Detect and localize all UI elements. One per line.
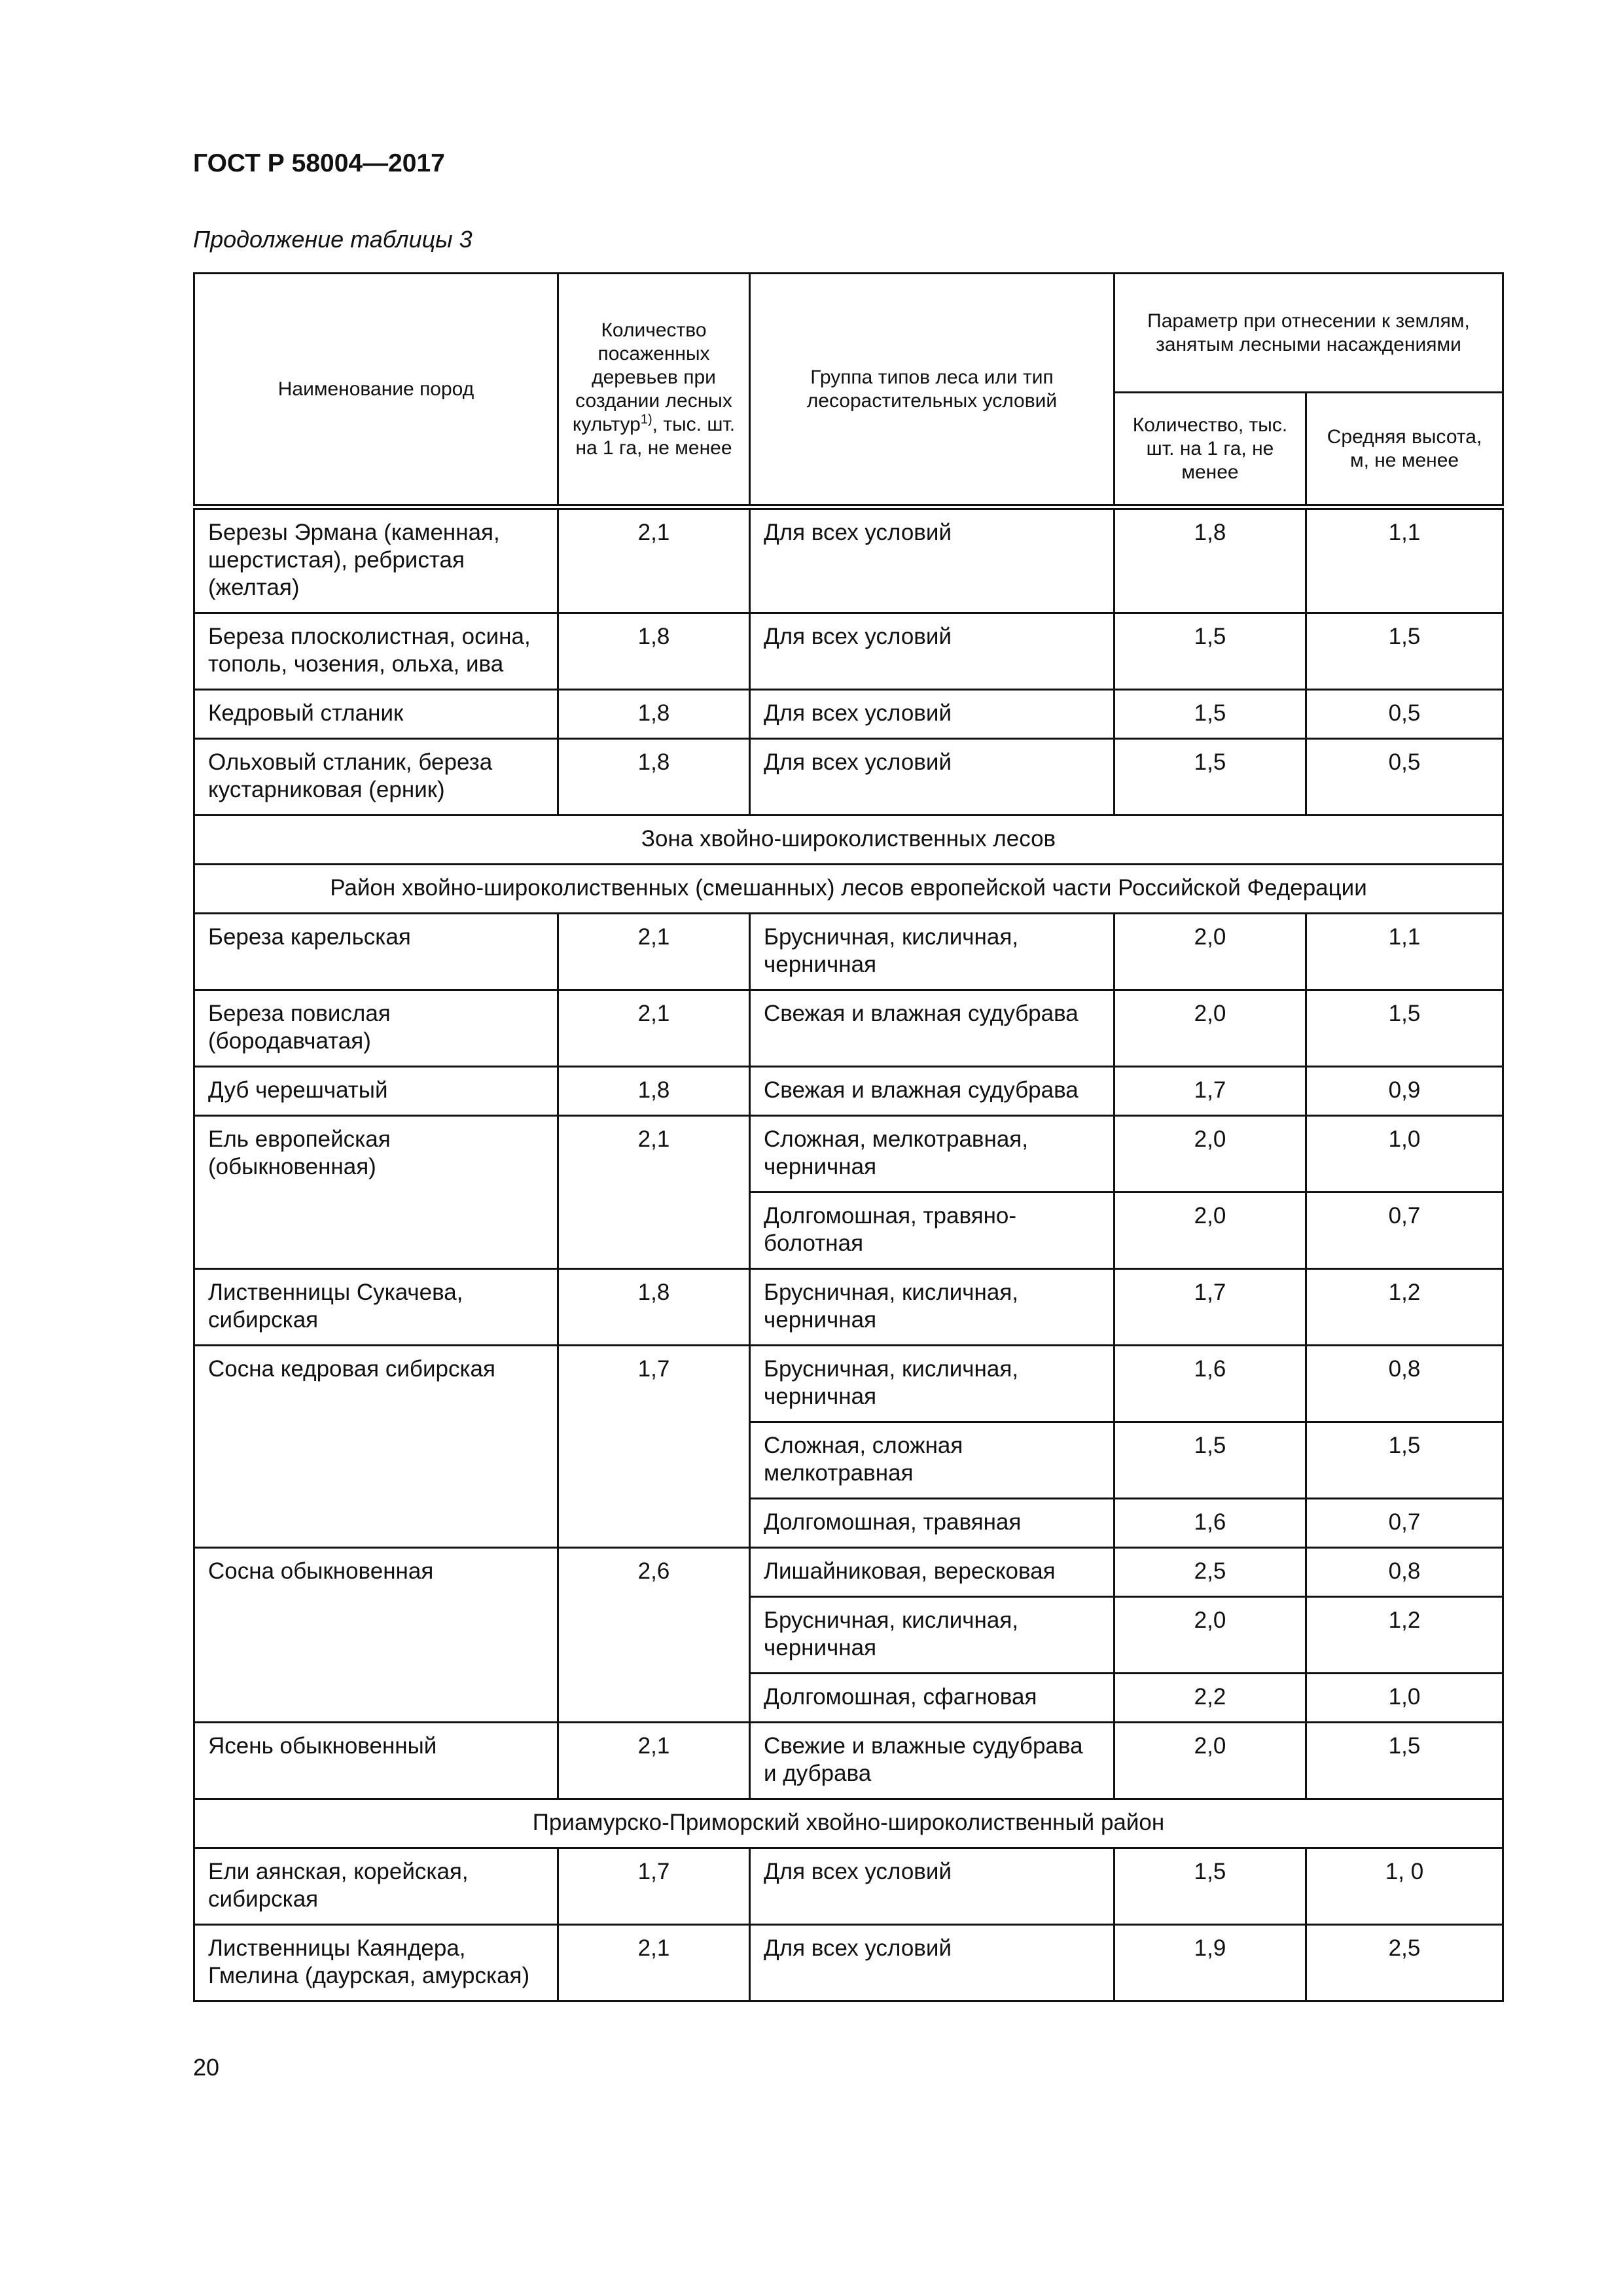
planted-cell: 1,7 <box>558 1848 750 1925</box>
table-caption: Продолжение таблицы 3 <box>193 226 473 253</box>
planted-cell: 2,1 <box>558 1116 750 1269</box>
forest-group-cell: Сложная, мелкотравная, черничная <box>750 1116 1115 1193</box>
planted-cell: 2,1 <box>558 507 750 613</box>
param-height-cell: 1,0 <box>1306 1116 1503 1193</box>
forest-group-cell: Для всех условий <box>750 507 1115 613</box>
forest-group-cell: Брусничная, кисличная, черничная <box>750 914 1115 990</box>
param-qty-cell: 2,0 <box>1115 1116 1306 1193</box>
zone-row <box>194 865 1503 914</box>
param-height-cell: 0,9 <box>1306 1067 1503 1116</box>
param-height-cell: 1,5 <box>1306 613 1503 690</box>
param-height-cell: 1,5 <box>1306 1723 1503 1799</box>
species-cell: Береза карельская <box>194 914 558 990</box>
header-planted <box>558 274 750 507</box>
table-row <box>194 1848 1503 1925</box>
param-height-cell: 1,5 <box>1306 1422 1503 1499</box>
species-cell: Береза повислая (бородавчатая) <box>194 990 558 1067</box>
species-table <box>193 272 1504 2002</box>
param-height-cell: 0,8 <box>1306 1346 1503 1422</box>
species-cell: Березы Эрмана (каменная, шерстистая), ребристая (желтая) <box>194 507 558 613</box>
param-qty-cell: 1,5 <box>1115 1848 1306 1925</box>
planted-cell: 2,1 <box>558 914 750 990</box>
species-cell: Кедровый стланик <box>194 690 558 739</box>
table-row <box>194 507 1503 613</box>
forest-group-cell: Для всех условий <box>750 1925 1115 2001</box>
planted-cell: 1,8 <box>558 690 750 739</box>
table-row <box>194 1723 1503 1799</box>
param-qty-cell: 2,2 <box>1115 1674 1306 1723</box>
species-cell: Ясень обыкновенный <box>194 1723 558 1799</box>
param-qty-cell: 1,7 <box>1115 1269 1306 1346</box>
param-height-cell: 0,8 <box>1306 1548 1503 1597</box>
header-planted-suffix: , тыс. шт. на 1 га, не менее <box>575 413 736 459</box>
param-qty-cell: 1,6 <box>1115 1499 1306 1548</box>
param-height-cell: 0,5 <box>1306 739 1503 816</box>
forest-group-cell: Брусничная, кисличная, черничная <box>750 1346 1115 1422</box>
forest-group-cell: Лишайниковая, вересковая <box>750 1548 1115 1597</box>
param-qty-cell: 1,7 <box>1115 1067 1306 1116</box>
forest-group-cell: Долгомошная, сфагновая <box>750 1674 1115 1723</box>
param-qty-cell: 2,5 <box>1115 1548 1306 1597</box>
species-cell: Береза плосколистная, осина, тополь, чозения, ольха, ива <box>194 613 558 690</box>
zone-heading: Зона хвойно-широколиственных лесов <box>194 816 1503 865</box>
param-qty-cell: 2,0 <box>1115 914 1306 990</box>
table-row <box>194 990 1503 1067</box>
zone-heading: Район хвойно-широколиственных (смешанных) лесов европейской части Российской Федерации <box>194 865 1503 914</box>
zone-row <box>194 1799 1503 1848</box>
forest-group-cell: Брусничная, кисличная, черничная <box>750 1269 1115 1346</box>
param-height-cell: 1,0 <box>1306 1674 1503 1723</box>
table-row <box>194 739 1503 816</box>
planted-cell: 1,8 <box>558 1269 750 1346</box>
planted-cell: 2,1 <box>558 1925 750 2001</box>
param-qty-cell: 1,5 <box>1115 739 1306 816</box>
param-height-cell: 1, 0 <box>1306 1848 1503 1925</box>
param-height-cell: 0,7 <box>1306 1499 1503 1548</box>
planted-cell: 2,1 <box>558 1723 750 1799</box>
forest-group-cell: Свежая и влажная судубрава <box>750 1067 1115 1116</box>
param-qty-cell: 1,5 <box>1115 613 1306 690</box>
forest-group-cell: Для всех условий <box>750 1848 1115 1925</box>
param-height-cell: 1,5 <box>1306 990 1503 1067</box>
species-cell: Ольховый стланик, береза кустарниковая (ерник) <box>194 739 558 816</box>
standard-code: ГОСТ Р 58004—2017 <box>193 149 445 177</box>
param-height-cell: 2,5 <box>1306 1925 1503 2001</box>
forest-group-cell: Сложная, сложная мелкотравная <box>750 1422 1115 1499</box>
table-row <box>194 1346 1503 1422</box>
zone-row <box>194 816 1503 865</box>
param-qty-cell: 1,9 <box>1115 1925 1306 2001</box>
species-cell: Ель европейская (обыкновенная) <box>194 1116 558 1269</box>
table-header <box>194 274 1503 507</box>
planted-cell: 1,7 <box>558 1346 750 1548</box>
param-height-cell: 1,1 <box>1306 507 1503 613</box>
forest-group-cell: Для всех условий <box>750 690 1115 739</box>
planted-cell: 1,8 <box>558 739 750 816</box>
header-forest-group: Группа типов леса или тип лесорастительных условий <box>750 274 1115 507</box>
planted-cell: 1,8 <box>558 1067 750 1116</box>
planted-cell: 2,6 <box>558 1548 750 1723</box>
species-cell: Ели аянская, корейская, сибирская <box>194 1848 558 1925</box>
forest-group-cell: Для всех условий <box>750 613 1115 690</box>
table-row <box>194 1548 1503 1597</box>
param-qty-cell: 1,5 <box>1115 690 1306 739</box>
table-row <box>194 1067 1503 1116</box>
param-qty-cell: 1,8 <box>1115 507 1306 613</box>
header-param: Параметр при отнесении к землям, занятым лесными насаждениями <box>1115 274 1503 393</box>
species-cell: Сосна обыкновенная <box>194 1548 558 1723</box>
species-cell: Лиственницы Сукачева, сибирская <box>194 1269 558 1346</box>
param-height-cell: 1,2 <box>1306 1269 1503 1346</box>
param-qty-cell: 2,0 <box>1115 1193 1306 1269</box>
table-row <box>194 613 1503 690</box>
forest-group-cell: Долгомошная, травяно-болотная <box>750 1193 1115 1269</box>
param-qty-cell: 1,5 <box>1115 1422 1306 1499</box>
forest-group-cell: Для всех условий <box>750 739 1115 816</box>
header-param-height: Средняя высота, м, не менее <box>1306 393 1503 507</box>
table-row <box>194 1269 1503 1346</box>
planted-cell: 2,1 <box>558 990 750 1067</box>
species-cell: Сосна кедровая сибирская <box>194 1346 558 1548</box>
param-qty-cell: 1,6 <box>1115 1346 1306 1422</box>
forest-group-cell: Долгомошная, травяная <box>750 1499 1115 1548</box>
param-qty-cell: 2,0 <box>1115 990 1306 1067</box>
table-row <box>194 1116 1503 1193</box>
header-param-qty: Количество, тыс. шт. на 1 га, не менее <box>1115 393 1306 507</box>
header-planted-text: Количество посаженных деревьев при создании лесных культур <box>572 319 732 435</box>
param-qty-cell: 2,0 <box>1115 1723 1306 1799</box>
param-height-cell: 0,7 <box>1306 1193 1503 1269</box>
species-cell: Дуб черешчатый <box>194 1067 558 1116</box>
table-row <box>194 690 1503 739</box>
table-body <box>194 507 1503 2001</box>
forest-group-cell: Брусничная, кисличная, черничная <box>750 1597 1115 1674</box>
param-height-cell: 1,1 <box>1306 914 1503 990</box>
forest-group-cell: Свежая и влажная судубрава <box>750 990 1115 1067</box>
forest-group-cell: Свежие и влажные судубрава и дубрава <box>750 1723 1115 1799</box>
species-cell: Лиственницы Каяндера, Гмелина (даурская, амурская) <box>194 1925 558 2001</box>
param-height-cell: 1,2 <box>1306 1597 1503 1674</box>
param-height-cell: 0,5 <box>1306 690 1503 739</box>
table-row <box>194 914 1503 990</box>
table-row <box>194 1925 1503 2001</box>
param-qty-cell: 2,0 <box>1115 1597 1306 1674</box>
zone-heading: Приамурско-Приморский хвойно-широколиственный район <box>194 1799 1503 1848</box>
planted-cell: 1,8 <box>558 613 750 690</box>
header-species: Наименование пород <box>194 274 558 507</box>
header-planted-footnote: 1) <box>640 412 652 427</box>
page-number: 20 <box>193 2054 220 2081</box>
